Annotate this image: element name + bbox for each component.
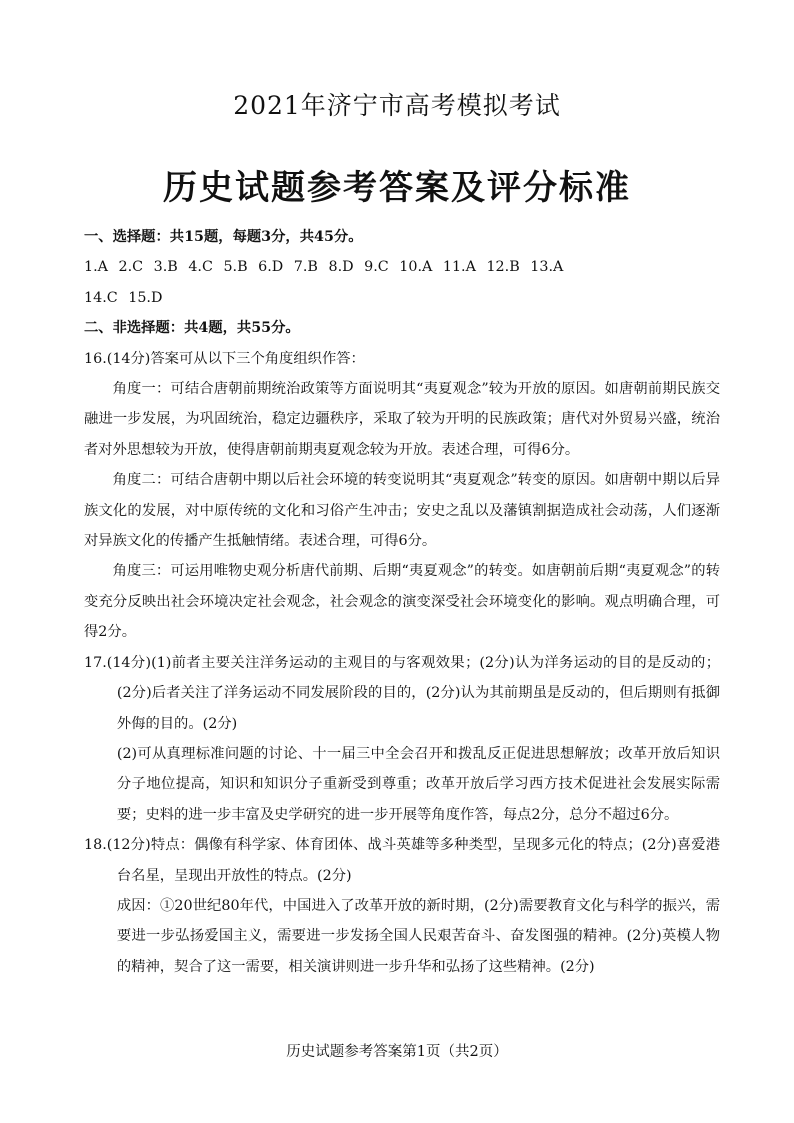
- q17-part-2: (2)可从真理标准问题的讨论、十一届三中全会召开和拨乱反正促进思想解放；改革开放后知识分子地位提高，知识和知识分子重新受到尊重；改革开放后学习西方技术促进社会发展实际需要；史料的进一步丰富及史学研究的进一步开展等角度作答，每点2分，总分不超过6分。: [116, 745, 720, 823]
- q17-part-1: 17.(14分)(1)前者主要关注洋务运动的主观目的与客观效果；(2分)认为洋务运动的目的是反动的；(2分)后者关注了洋务运动不同发展阶段的目的，(2分)认为其前期虽是反动的，但后期则有抵御外侮的目的。(2分): [84, 654, 720, 732]
- q16-intro: 16.(14分)答案可从以下三个角度组织作答：: [84, 350, 365, 367]
- q18-part-2: 成因：①20世纪80年代，中国进入了改革开放的新时期，(2分)需要教育文化与科学的振兴，需要进一步弘扬爱国主义，需要进一步发扬全国人民艰苦奋斗、奋发图强的精神。(2分)英模人物的精神，契合了这一需要，相关演讲则进一步升华和弘扬了这些精神。(2分): [116, 897, 720, 975]
- document-title: 历史试题参考答案及评分标准: [163, 168, 631, 208]
- choice-answers-line-2: 14.C 15.D: [84, 289, 163, 306]
- page-footer: 历史试题参考答案第1页（共2页）: [286, 1044, 508, 1060]
- q16-angle-3: 角度三：可运用唯物史观分析唐代前期、后期“夷夏观念”的转变。如唐朝前后期“夷夏观念”的转变充分反映出社会环境决定社会观念，社会观念的演变深受社会环境变化的影响。观点明确合理，可得2分。: [84, 563, 720, 641]
- choice-answers-line-1: 1.A 2.C 3.B 4.C 5.B 6.D 7.B 8.D 9.C 10.A 11.A 12.B 13.A: [84, 259, 564, 276]
- q16-angle-2: 角度二：可结合唐朝中期以后社会环境的转变说明其“夷夏观念”转变的原因。如唐朝中期以后异族文化的发展，对中原传统的文化和习俗产生冲击；安史之乱以及藩镇割据造成社会动荡，人们逐渐对异族文化的传播产生抵触情绪。表述合理，可得6分。: [84, 472, 720, 550]
- section-non-choice-heading: 二、非选择题：共4题，共55分。: [84, 320, 300, 337]
- q18-part-1: 18.(12分)特点：偶像有科学家、体育团体、战斗英雄等多种类型，呈现多元化的特点；(2分)喜爱港台名星，呈现出开放性的特点。(2分): [84, 837, 720, 884]
- section-multiple-choice-heading: 一、选择题：共15题，每题3分，共45分。: [84, 229, 363, 245]
- answer-body: [84, 222, 720, 982]
- exam-title: 2021年济宁市高考模拟考试: [233, 91, 561, 120]
- q16-angle-1: 角度一：可结合唐朝前期统治政策等方面说明其“夷夏观念”较为开放的原因。如唐朝前期民族交融进一步发展，为巩固统治，稳定边疆秩序，采取了较为开明的民族政策；唐代对外贸易兴盛，统治者对外思想较为开放，使得唐朝前期夷夏观念较为开放。表述合理，可得6分。: [84, 381, 720, 458]
